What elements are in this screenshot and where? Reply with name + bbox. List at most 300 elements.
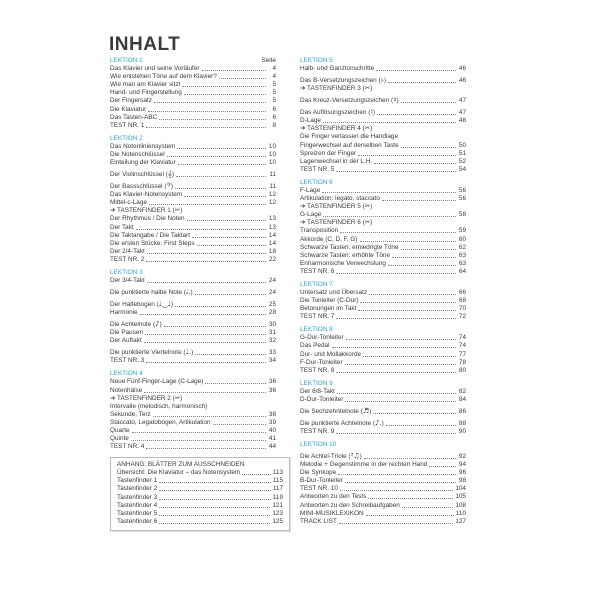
- entry-title: Die punktierte Viertelnote (♩.): [110, 348, 194, 357]
- toc-section: [110, 57, 276, 130]
- dot-leader: [366, 515, 454, 516]
- toc-entry[interactable]: [110, 199, 276, 207]
- entry-title: Schwarze Tasten: erniedrigte Töne: [300, 243, 399, 251]
- entry-title: Tastenfinder 1: [117, 477, 158, 485]
- entry-title: Die punktierte halbe Note (𝅗𝅥.): [110, 287, 193, 296]
- section-heading: [110, 269, 276, 277]
- dot-leader: [242, 474, 271, 475]
- entry-title: Sekunde, Terz: [110, 410, 151, 418]
- toc-entry[interactable]: [110, 317, 276, 329]
- dot-leader: [374, 163, 456, 164]
- toc-entry[interactable]: [300, 141, 466, 149]
- toc-entry[interactable]: [117, 510, 283, 518]
- toc-entry[interactable]: [110, 159, 276, 167]
- entry-page-number: 56: [458, 186, 466, 194]
- toc-section: [300, 326, 466, 374]
- dot-leader: [332, 347, 457, 348]
- toc-entry[interactable]: [300, 85, 466, 93]
- entry-title: TEST NR. 2: [110, 255, 145, 263]
- entry-title: Die Tonleiter (C-Dur): [300, 297, 359, 305]
- toc-entry[interactable]: [300, 469, 466, 477]
- dot-leader: [144, 392, 266, 393]
- entry-page-number: 64: [458, 267, 466, 275]
- entry-title: Tastenfinder 3: [117, 493, 158, 501]
- dot-leader: [401, 102, 456, 103]
- toc-entry[interactable]: [117, 469, 283, 477]
- entry-title: F-Lage: [300, 186, 321, 194]
- toc-section: [110, 370, 276, 451]
- entry-page-number: 34: [268, 357, 276, 365]
- toc-entry[interactable]: [300, 461, 466, 469]
- entry-page-number: 11: [269, 183, 276, 191]
- toc-entry[interactable]: [300, 73, 466, 85]
- toc-entry[interactable]: [110, 179, 276, 191]
- entry-title: Die ersten Stücke: First Steps: [110, 239, 195, 247]
- entry-title: Die Synkope: [300, 469, 337, 477]
- toc-entry[interactable]: [300, 334, 466, 342]
- dot-leader: [187, 220, 266, 221]
- dot-leader: [373, 413, 456, 414]
- entry-title: Antworten zu den Tests: [300, 493, 367, 501]
- dot-leader: [195, 294, 266, 295]
- toc-entry[interactable]: [300, 105, 466, 117]
- toc-entry[interactable]: [300, 260, 466, 268]
- toc-entry[interactable]: [300, 187, 466, 195]
- toc-entry[interactable]: [300, 342, 466, 350]
- dot-leader: [178, 164, 266, 165]
- entry-title: Betonungen im Takt: [300, 305, 357, 313]
- entry-page-number: 84: [458, 395, 466, 403]
- entry-title: ➔ TASTENFINDER 3 (✂): [300, 85, 373, 93]
- toc-entry[interactable]: [117, 485, 283, 493]
- entry-page-number: 72: [458, 313, 466, 321]
- toc-entry[interactable]: [110, 207, 276, 215]
- entry-page-number: 125: [272, 517, 283, 525]
- toc-entry[interactable]: [300, 367, 466, 375]
- entry-title: Die Pausen: [110, 329, 144, 337]
- dot-leader: [336, 273, 456, 274]
- section-title: LEKTION 7: [300, 280, 333, 288]
- entry-page-number: 5: [272, 81, 276, 89]
- dot-leader: [144, 342, 266, 343]
- section-title: LEKTION 1: [110, 57, 143, 64]
- entry-page-number: 105: [455, 493, 466, 501]
- toc-entry[interactable]: [300, 252, 466, 260]
- entry-page-number: 119: [272, 493, 283, 501]
- toc-entry[interactable]: [110, 81, 276, 89]
- section-title: LEKTION 5: [300, 57, 333, 64]
- entry-page-number: 86: [458, 407, 466, 415]
- toc-entry[interactable]: [300, 396, 466, 404]
- dot-leader: [176, 176, 266, 177]
- section-heading: [110, 135, 276, 143]
- entry-title: Tastenfinder 5: [117, 509, 158, 517]
- dot-leader: [154, 102, 266, 103]
- entry-title: Schwarze Tasten: erhöhte Töne: [300, 251, 390, 259]
- toc-entry[interactable]: [300, 219, 466, 227]
- dot-leader: [147, 282, 266, 283]
- entry-title: Transposition: [300, 227, 339, 235]
- toc-entry[interactable]: [110, 427, 276, 435]
- entry-title: Dur- und Mollakkorde: [300, 350, 362, 358]
- entry-page-number: 11: [269, 171, 276, 179]
- toc-section: [300, 441, 466, 526]
- entry-page-number: 41: [268, 435, 276, 443]
- entry-page-number: 24: [268, 288, 276, 296]
- entry-title: D-Dur-Tonleiter: [300, 395, 344, 403]
- toc-entry[interactable]: [300, 305, 466, 313]
- toc-entry[interactable]: [300, 493, 466, 501]
- toc-entry[interactable]: [300, 501, 466, 509]
- entry-page-number: 115: [272, 477, 283, 485]
- entry-page-number: 12: [268, 199, 276, 207]
- entry-title: Artikulation: legato, staccato: [300, 195, 380, 203]
- toc-right-column: [300, 57, 466, 531]
- entry-page-number: 121: [272, 501, 283, 509]
- dot-leader: [159, 490, 271, 491]
- entry-title: TEST NR. 7: [300, 313, 335, 321]
- dot-leader: [153, 416, 266, 417]
- treble-clef-icon: 𝄞: [167, 170, 172, 179]
- toc-section: [300, 281, 466, 321]
- entry-title: Die Notenschlüssel: [110, 150, 165, 158]
- dot-leader: [340, 490, 453, 491]
- flat-icon: ♭: [380, 76, 384, 85]
- dot-leader: [392, 257, 456, 258]
- dot-leader: [346, 339, 456, 340]
- toc-entry[interactable]: [300, 485, 466, 493]
- section-title: LEKTION 6: [300, 178, 333, 186]
- dot-leader: [159, 523, 270, 524]
- toc-entry[interactable]: [300, 203, 466, 211]
- entry-page-number: 90: [458, 428, 466, 435]
- entry-title: TEST NR. 4: [110, 443, 145, 451]
- toc-entry[interactable]: [300, 150, 466, 158]
- entry-title: Der 3/4-Takt: [110, 276, 145, 284]
- entry-title: G-Dur-Tonleiter: [300, 334, 344, 342]
- entry-page-number: 47: [458, 97, 466, 105]
- toc-left-column: [110, 57, 283, 531]
- toc-entry[interactable]: [110, 240, 276, 248]
- toc-entry[interactable]: [300, 227, 466, 235]
- dot-leader: [360, 241, 456, 242]
- toc-entry[interactable]: [300, 359, 466, 367]
- toc-entry[interactable]: [110, 114, 276, 122]
- dot-leader: [345, 401, 456, 402]
- dotted-quarter-note-icon: ♩.: [185, 348, 192, 357]
- toc-entry[interactable]: [300, 297, 466, 305]
- entry-page-number: 104: [455, 485, 466, 493]
- entry-title: Die Finger verlassen die Handlage: [300, 133, 399, 141]
- entry-page-number: 63: [458, 259, 466, 267]
- entry-title: ➔ TASTENFINDER 6 (✂): [300, 219, 373, 227]
- toc-entry[interactable]: [300, 158, 466, 166]
- section-heading: [110, 370, 276, 378]
- entry-title: Der Rhythmus / Die Noten: [110, 215, 185, 223]
- page-title: INHALT: [109, 34, 181, 55]
- dot-leader: [368, 498, 453, 499]
- toc-entry[interactable]: [110, 419, 276, 427]
- entry-title: Die Klaviatur: [110, 105, 147, 113]
- toc-entry[interactable]: [300, 133, 466, 141]
- dot-leader: [338, 474, 456, 475]
- toc-entry[interactable]: [300, 166, 466, 174]
- entry-title: TEST NR. 1: [110, 121, 145, 129]
- dot-leader: [363, 356, 456, 357]
- dot-leader: [159, 515, 270, 516]
- entry-page-number: 77: [458, 350, 466, 358]
- toc-entry[interactable]: [300, 388, 466, 396]
- dot-leader: [337, 393, 456, 394]
- section-heading: [117, 461, 283, 469]
- dot-leader: [149, 204, 266, 205]
- entry-page-number: 74: [458, 334, 466, 342]
- dot-leader: [167, 156, 266, 157]
- entry-page-number: 68: [458, 297, 466, 305]
- entry-page-number: 123: [272, 509, 283, 517]
- toc-entry[interactable]: [110, 232, 276, 240]
- entry-title: Die Achtel-Triole (³♫): [300, 452, 362, 460]
- dot-leader: [175, 306, 266, 307]
- toc-entry[interactable]: [110, 345, 276, 357]
- entry-page-number: 30: [268, 321, 276, 329]
- entry-title: TEST NR. 9: [300, 428, 335, 435]
- entry-title: Die Taktangabe / Die Taktart: [110, 231, 191, 239]
- section-heading: [300, 179, 466, 187]
- entry-title: Staccato, Legatobogen, Artikulation: [110, 418, 211, 426]
- entry-page-number: 117: [272, 485, 283, 493]
- dot-leader: [177, 148, 266, 149]
- entry-page-number: 4: [272, 65, 276, 73]
- dot-leader: [195, 354, 266, 355]
- dot-leader: [388, 82, 456, 83]
- entry-title: Melodie + Gegenstimme in der rechten Hand: [300, 461, 428, 469]
- toc-entry[interactable]: [300, 125, 466, 133]
- entry-title: Neue Fünf-Finger-Lage (C-Lage): [110, 378, 204, 386]
- dot-leader: [388, 265, 456, 266]
- toc-entry[interactable]: [110, 297, 276, 309]
- entry-title: D-Lage: [300, 117, 321, 125]
- section-heading: [110, 57, 276, 65]
- section-heading: [300, 281, 466, 289]
- toc-entry[interactable]: [300, 244, 466, 252]
- dot-leader: [401, 147, 456, 148]
- entry-title: ➔ TASTENFINDER 1 (✂): [110, 207, 183, 215]
- entry-title: TEST NR. 10: [300, 485, 338, 493]
- dot-leader: [132, 432, 266, 433]
- toc-entry[interactable]: [300, 117, 466, 125]
- entry-title: TEST NR. 6: [300, 267, 335, 275]
- dot-leader: [322, 192, 456, 193]
- sharp-icon: ♯: [393, 96, 397, 105]
- dot-leader: [364, 458, 456, 459]
- bass-clef-icon: 𝄢: [166, 182, 171, 191]
- sixteenth-note-icon: ♬: [362, 406, 370, 415]
- toc-entry[interactable]: [110, 73, 276, 81]
- section-heading: [300, 441, 466, 449]
- toc-entry[interactable]: [300, 93, 466, 105]
- toc-entry[interactable]: [110, 223, 276, 231]
- entry-page-number: 31: [268, 329, 276, 337]
- toc-entry[interactable]: [110, 309, 276, 317]
- dot-leader: [336, 433, 456, 434]
- dot-leader: [376, 70, 456, 71]
- toc-entry[interactable]: [300, 404, 466, 416]
- entry-page-number: 13: [268, 215, 276, 223]
- toc-entry[interactable]: [110, 395, 276, 403]
- toc-entry[interactable]: [110, 435, 276, 443]
- dot-leader: [360, 302, 456, 303]
- entry-page-number: 39: [268, 418, 276, 426]
- entry-title: TEST NR. 5: [300, 165, 335, 173]
- toc-entry[interactable]: [110, 143, 276, 151]
- entry-title: Quarte: [110, 427, 130, 434]
- entry-title: Die Sechzehntelnote (♬): [300, 406, 372, 415]
- dot-leader: [202, 70, 266, 71]
- toc-entry[interactable]: [110, 256, 276, 264]
- entry-title: Der Bassschlüssel (𝄢): [110, 182, 174, 191]
- toc-entry[interactable]: [110, 329, 276, 337]
- entry-title: MINI-MUSIKLEXIKON: [300, 509, 364, 517]
- section-title: LEKTION 9: [300, 379, 333, 387]
- toc-entry[interactable]: [300, 268, 466, 276]
- toc-section: [300, 179, 466, 276]
- toc-entry[interactable]: [117, 502, 283, 510]
- section-title: LEKTION 4: [110, 370, 143, 378]
- dot-leader: [184, 94, 266, 95]
- entry-page-number: 22: [268, 255, 276, 263]
- toc-entry[interactable]: [110, 122, 276, 130]
- toc-entry[interactable]: [110, 285, 276, 297]
- toc-entry[interactable]: [110, 167, 276, 179]
- toc-entry[interactable]: [300, 289, 466, 297]
- entry-page-number: 54: [458, 165, 466, 173]
- toc-entry[interactable]: [300, 350, 466, 358]
- entry-page-number: 5: [272, 97, 276, 105]
- entry-page-number: 46: [458, 65, 466, 73]
- dot-leader: [358, 310, 456, 311]
- toc-entry[interactable]: [110, 443, 276, 451]
- dot-leader: [377, 114, 456, 115]
- toc-entry[interactable]: [300, 416, 466, 428]
- entry-title: Das Notenliniensystem: [110, 142, 176, 150]
- entry-title: Lagenwechsel in der L.H.: [300, 157, 373, 165]
- entry-page-number: 6: [272, 105, 276, 113]
- toc-entry[interactable]: [110, 403, 276, 411]
- toc-entry[interactable]: [110, 248, 276, 256]
- dot-leader: [213, 424, 266, 425]
- toc-entry[interactable]: [110, 215, 276, 223]
- toc-entry[interactable]: [110, 386, 276, 394]
- entry-title: Mittel-c-Lage: [110, 199, 147, 207]
- entry-title: Der 6/8-Takt: [300, 387, 335, 395]
- dot-leader: [336, 318, 456, 319]
- toc-entry[interactable]: [110, 411, 276, 419]
- toc-entry[interactable]: [110, 97, 276, 105]
- entry-title: TEST NR. 3: [110, 357, 145, 365]
- dot-leader: [159, 482, 271, 483]
- toc-entry[interactable]: [300, 65, 466, 73]
- toc-entry[interactable]: [110, 378, 276, 386]
- toc-entry[interactable]: [110, 277, 276, 285]
- entry-page-number: 24: [268, 276, 276, 284]
- toc-entry[interactable]: [110, 89, 276, 97]
- dot-leader: [146, 448, 266, 449]
- entry-title: Antworten zu den Schreibaufgaben: [300, 501, 400, 509]
- entry-title: Übersicht: Die Klaviatur – das Notensystem: [117, 469, 241, 477]
- entry-page-number: 113: [272, 469, 283, 477]
- entry-page-number: 47: [458, 109, 466, 117]
- entry-title: Tastenfinder 4: [117, 501, 158, 509]
- toc-entry[interactable]: [300, 477, 466, 485]
- toc-entry[interactable]: [110, 191, 276, 199]
- entry-title: ➔ TASTENFINDER 5 (✂): [300, 203, 373, 211]
- toc-entry[interactable]: [110, 337, 276, 345]
- entry-page-number: 36: [268, 378, 276, 386]
- dot-leader: [369, 294, 456, 295]
- section-heading: [300, 57, 466, 65]
- entry-title: Spreizen der Finger: [300, 149, 357, 157]
- dot-leader: [140, 314, 266, 315]
- entry-page-number: 70: [458, 305, 466, 313]
- section-title: LEKTION 3: [110, 268, 143, 276]
- toc-entry[interactable]: [110, 65, 276, 73]
- entry-title: Intervalle (melodisch, harmonisch): [110, 402, 208, 410]
- entry-title: Das Pedal: [300, 342, 330, 350]
- toc-entry[interactable]: [117, 493, 283, 501]
- entry-page-number: 13: [268, 223, 276, 231]
- toc-entry[interactable]: [300, 211, 466, 219]
- entry-title: Das Auflösungszeichen (♮): [300, 108, 375, 117]
- toc-entry[interactable]: [300, 510, 466, 518]
- entry-title: Wie man am Klavier sitzt: [110, 81, 181, 89]
- entry-title: F-Dur-Tonleiter: [300, 358, 343, 366]
- dot-leader: [131, 440, 266, 441]
- entry-page-number: 51: [458, 149, 466, 157]
- toc-entry[interactable]: [117, 518, 283, 526]
- dot-leader: [402, 507, 453, 508]
- toc-section: [300, 380, 466, 436]
- entry-title: Der Violinschlüssel (𝄞): [110, 170, 175, 179]
- entry-title: ➔ TASTENFINDER 2 (✂): [110, 394, 183, 402]
- entry-page-number: 36: [268, 386, 276, 394]
- toc-entry[interactable]: [117, 477, 283, 485]
- toc-entry[interactable]: [300, 428, 466, 436]
- toc-entry[interactable]: [110, 357, 276, 365]
- entry-page-number: 94: [458, 461, 466, 469]
- dotted-half-note-icon: 𝅗𝅥.: [186, 287, 191, 296]
- entry-page-number: 88: [458, 419, 466, 427]
- dot-leader: [340, 232, 456, 233]
- dot-leader: [146, 127, 266, 128]
- entry-page-number: 58: [458, 211, 466, 219]
- toc-entry[interactable]: [300, 195, 466, 203]
- toc-entry[interactable]: [110, 105, 276, 113]
- entry-page-number: 59: [458, 227, 466, 235]
- entry-title: Untersatz und Übersatz: [300, 288, 368, 296]
- toc-entry[interactable]: [300, 313, 466, 321]
- toc-entry[interactable]: [300, 449, 466, 461]
- toc-entry[interactable]: [110, 151, 276, 159]
- entry-title: Der 2/4-Takt: [110, 247, 145, 255]
- dot-leader: [164, 326, 266, 327]
- toc-entry[interactable]: [300, 235, 466, 243]
- dot-leader: [159, 499, 271, 500]
- natural-icon: ♮: [370, 108, 373, 117]
- toc-entry[interactable]: [300, 518, 466, 526]
- entry-page-number: 10: [268, 159, 276, 167]
- entry-title: Halb- und Ganztonschritte: [300, 65, 375, 73]
